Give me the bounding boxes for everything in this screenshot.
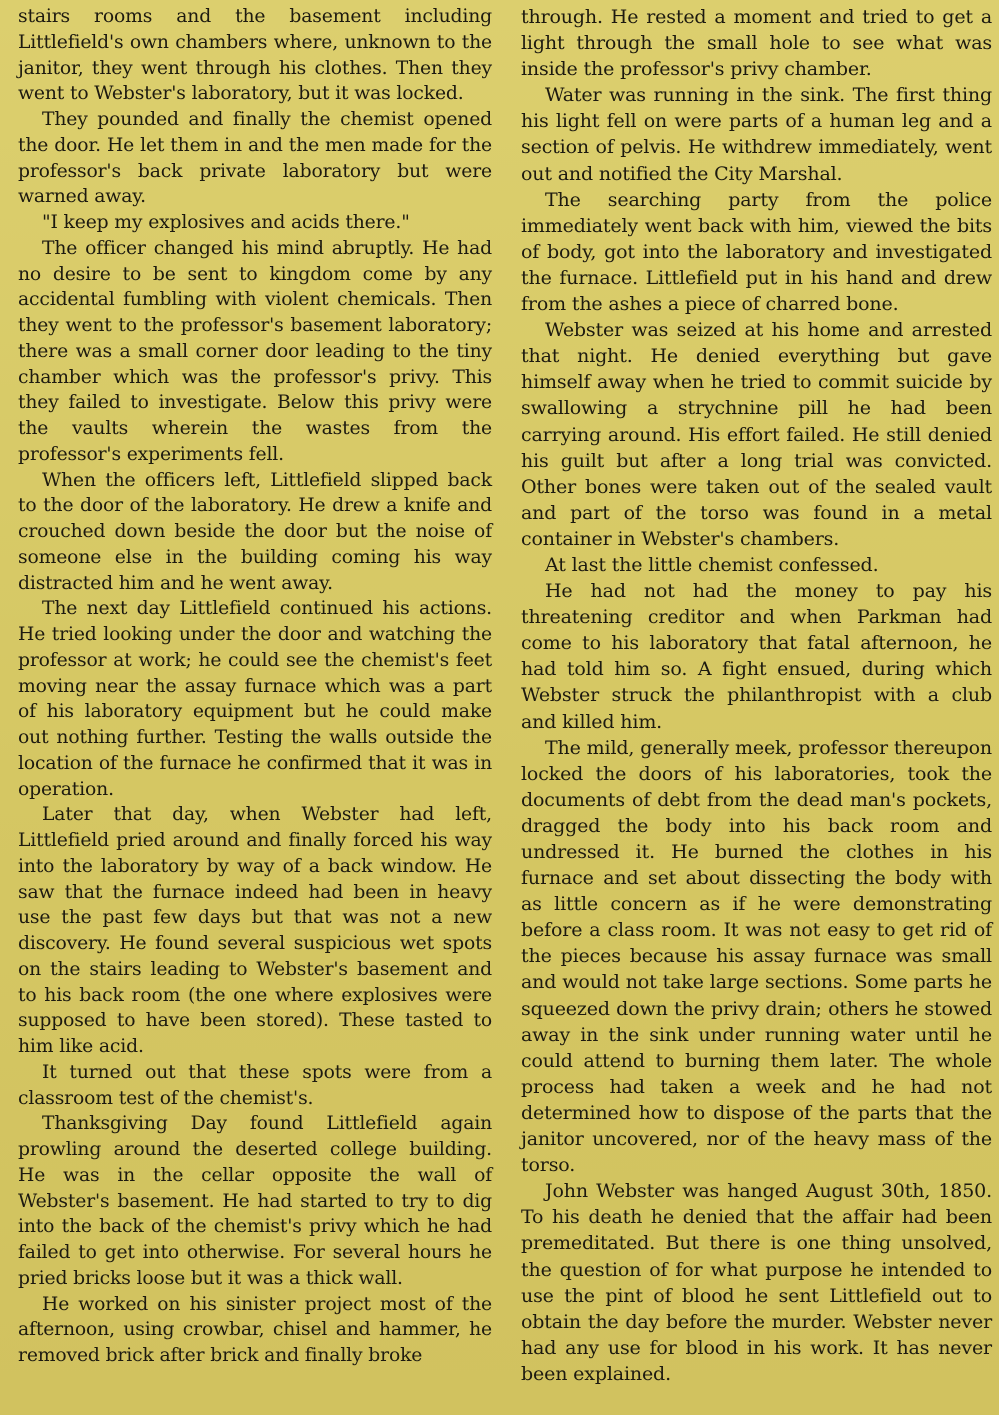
right-text-column <box>521 4 992 1387</box>
paragraph: He worked on his sinister project most of the afternoon, using crowbar, chisel and hammer, he removed brick after brick and finally broke <box>18 1293 492 1366</box>
paragraph: They pounded and finally the chemist opened the door. He let them in and the men made for the professor's back private laboratory but were warned away. <box>18 109 492 208</box>
paragraph: through. He rested a moment and tried to get a light through the small hole to see what was inside the professor's privy chamber. <box>521 6 992 81</box>
paragraph: The mild, generally meek, professor thereupon locked the doors of his laboratories, took the documents of debt from the dead man's pockets, dragged the body into his back room and undressed it. He burned the clothes in his furnace and set about dissecting the body with as little concern as if he were demonstrating before a class room. It was not easy to get rid of the pieces because his assay furnace was small and would not take large sections. Some parts he squeezed down the privy drain; others he stowed away in the sink under running water until he could attend to burning them later. The whole process had taken a week and he had not determined how to dispose of the parts that the janitor uncovered, nor of the heavy mass of the torso. <box>521 736 992 1177</box>
paragraph: The next day Littlefield continued his actions. He tried looking under the door and watching the professor at work; he could see the chemist's feet moving near the assay furnace which was a part of his laboratory equipment but he could make out nothing further. Testing the walls outside the location of the furnace he confirmed that it was in operation. <box>18 598 492 800</box>
paragraph: The searching party from the police immediately went back with him, viewed the bits of body, got into the laboratory and investigated the furnace. Littlefield put in his hand and drew from the ashes a piece of charred bone. <box>521 188 992 316</box>
paragraph: Later that day, when Webster had left, Littlefield pried around and finally forced his way into the laboratory by way of a back window. He saw that the furnace indeed had been in heavy use the past few days but that was not a new discovery. He found several suspicious wet spots on the stairs leading to Webster's basement and to his back room (the one where explosives were supposed to have been stored). These tasted to him like acid. <box>18 804 492 1057</box>
paragraph: Thanksgiving Day found Littlefield again prowling around the deserted college building. He was in the cellar opposite the wall of Webster's basement. He had started to try to dig into the back of the chemist's privy which he had failed to get into otherwise. For several hours he pried bricks loose but it was a thick wall. <box>18 1113 492 1289</box>
paragraph: stairs rooms and the basement including Littlefield's own chambers where, unknown to the janitor, they went through his clothes. Then they went to Webster's laboratory, but it was locked. <box>18 6 492 105</box>
paragraph: The officer changed his mind abruptly. He had no desire to be sent to kingdom come by any accidental fumbling with violent chemicals. Then they went to the professor's basement laboratory; there was a small corner door leading to the tiny chamber which was the professor's privy. This they failed to investigate. Below this privy were the vaults wherein the wastes from the professor's experiments fell. <box>18 237 492 465</box>
paragraph: He had not had the money to pay his threatening creditor and when Parkman had come to his laboratory that fatal afternoon, he had told him so. A fight ensued, during which Webster struck the philanthropist with a club and killed him. <box>521 580 992 733</box>
paragraph: Water was running in the sink. The first thing his light fell on were parts of a human leg and a section of pelvis. He withdrew immediately, went out and notified the City Marshal. <box>521 84 992 185</box>
paragraph: When the officers left, Littlefield slipped back to the door of the laboratory. He drew a knife and crouched down beside the door but the noise of someone else in the building coming his way distracted him and he went away. <box>18 469 492 594</box>
paragraph: John Webster was hanged August 30th, 1850. To his death he denied that the affair had been premeditated. But there is one thing unsolved, the question of for what purpose he intended to use the pint of blood he sent Littlefield out to obtain the day before the murder. Webster never had any use for blood in his work. It has never been explained. <box>521 1180 992 1385</box>
left-text-column <box>18 4 492 1369</box>
paragraph: Webster was seized at his home and arrested that night. He denied everything but gave himself away when he tried to commit suicide by swallowing a strychnine pill he had been carrying around. His effort failed. He still denied his guilt but after a long trial was convicted. Other bones were taken out of the sealed vault and part of the torso was found in a metal container in Webster's chambers. <box>521 319 992 550</box>
paragraph: At last the little chemist confessed. <box>545 553 879 576</box>
paragraph: It turned out that these spots were from a classroom test of the chemist's. <box>18 1061 492 1109</box>
paragraph: "I keep my explosives and acids there." <box>42 212 410 233</box>
